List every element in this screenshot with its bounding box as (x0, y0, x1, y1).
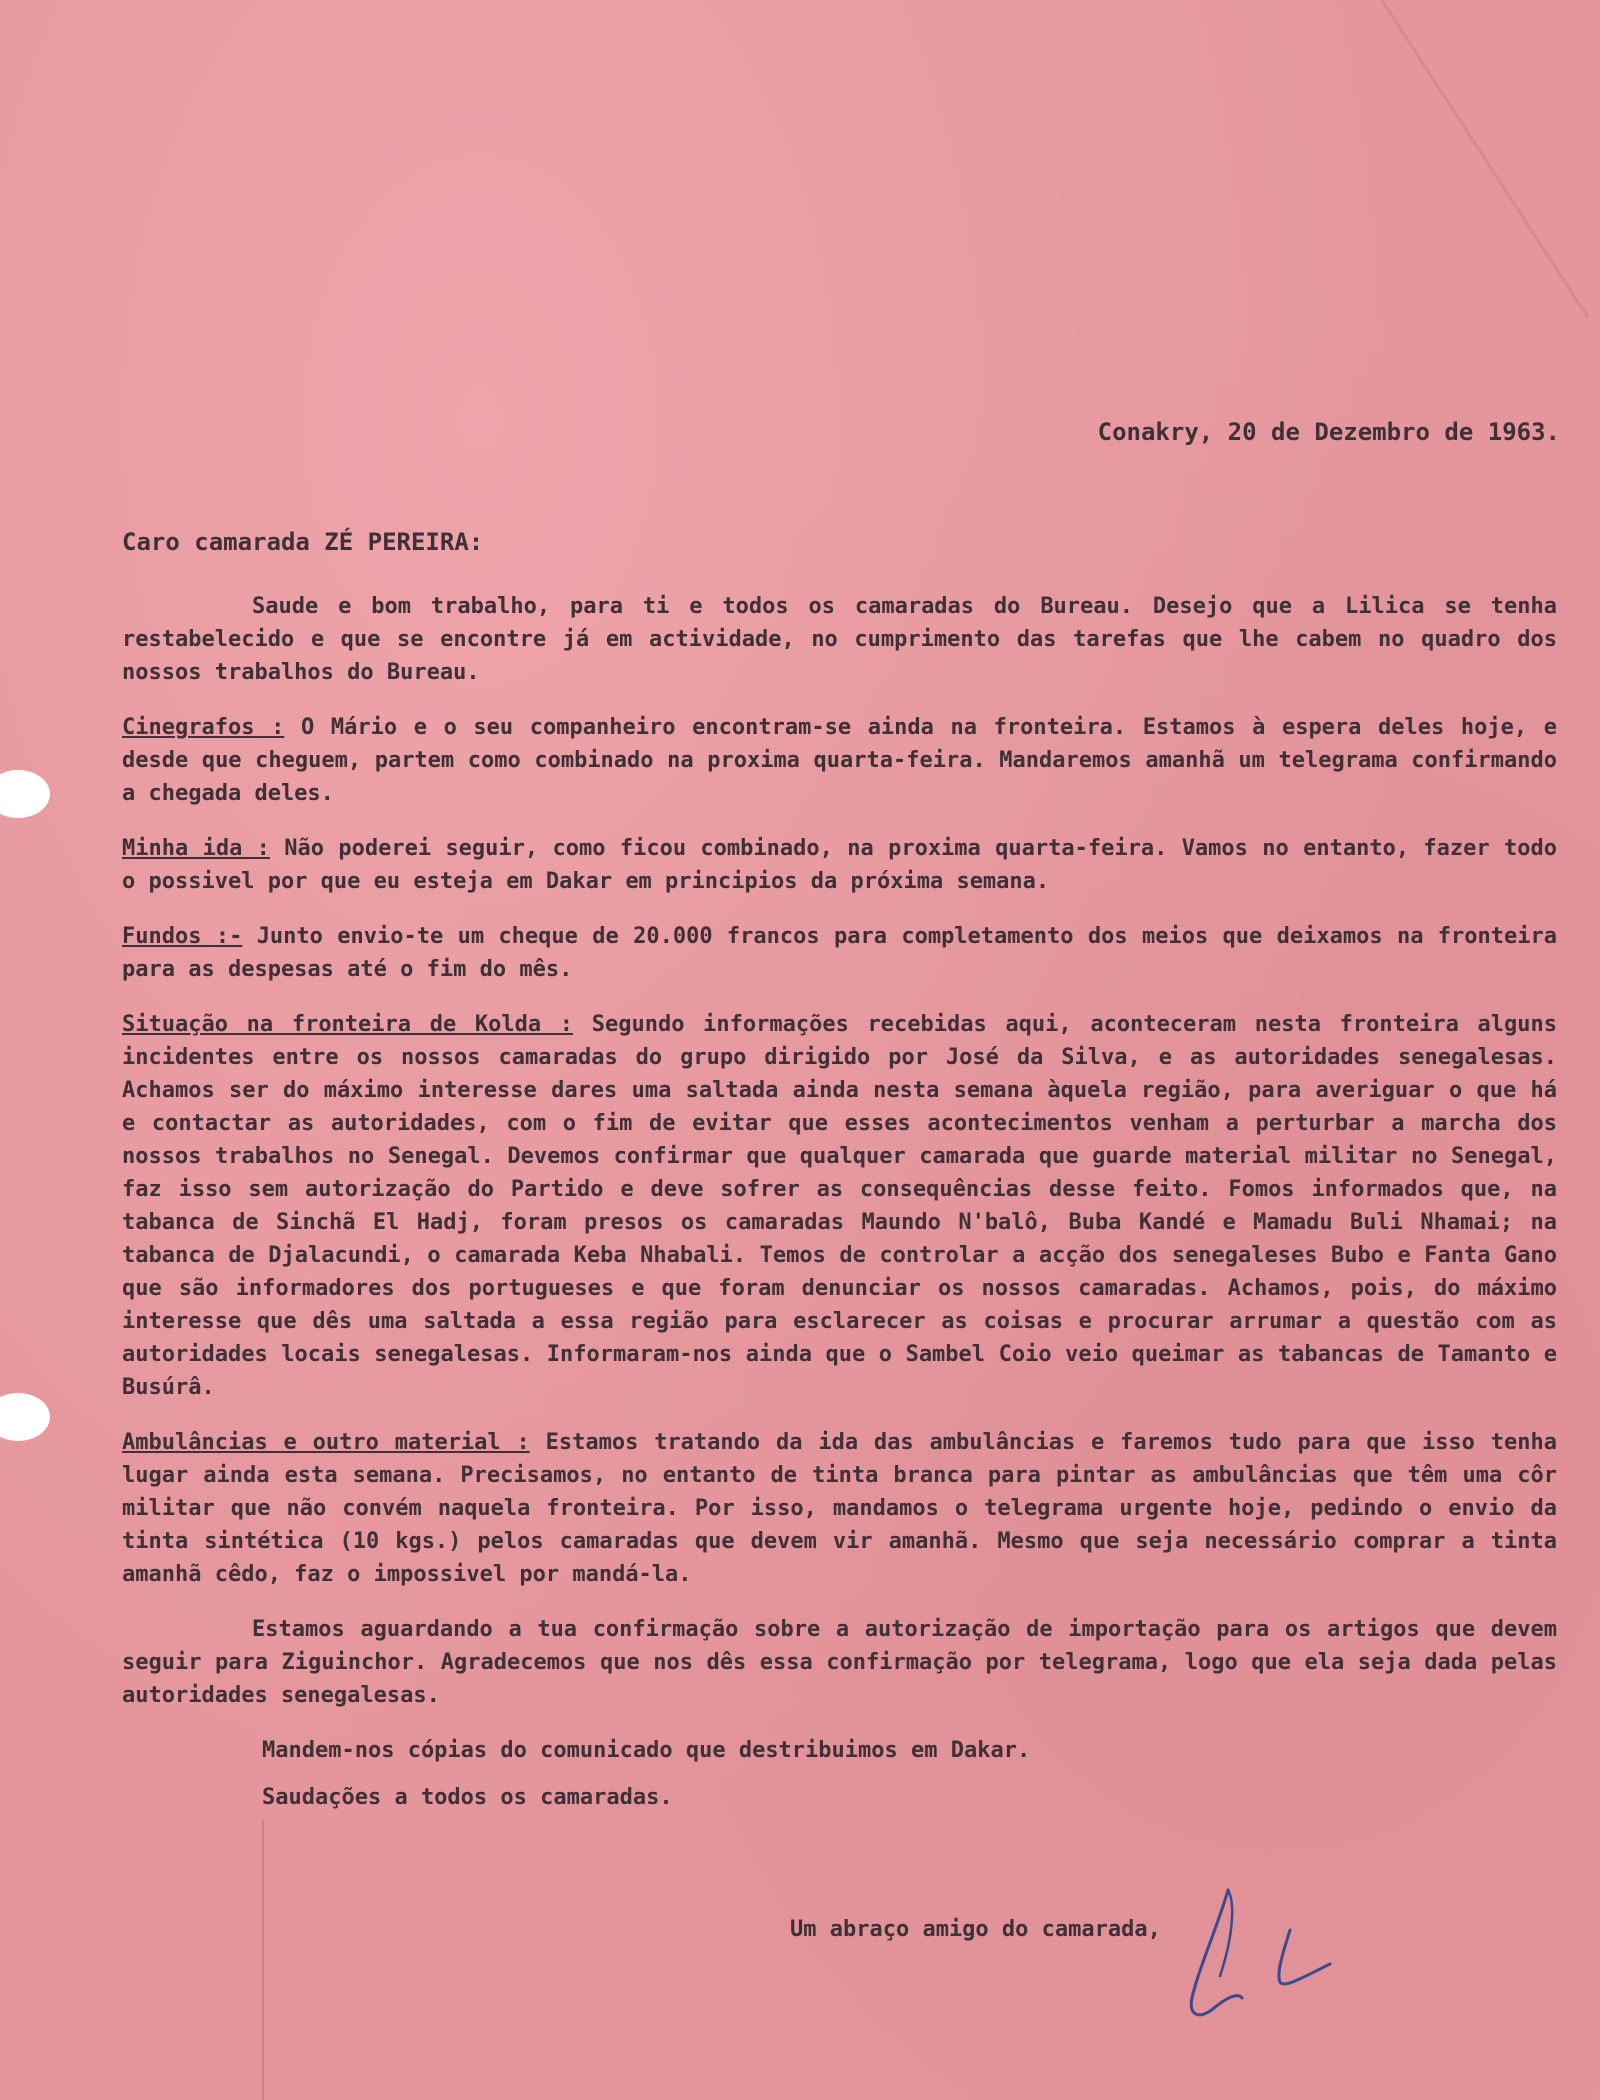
import-paragraph: Estamos aguardando a tua confirmação sobre a autorização de importação para os artigos que devem seguir para Ziguinchor. Agradecemos que nos dês essa confirmação por telegrama, logo que ela seja dada pelas autoridades senegalesas. (122, 1617, 1557, 1708)
punch-hole-bottom (0, 1393, 50, 1441)
opening-paragraph: Saude e bom trabalho, para ti e todos os camaradas do Bureau. Desejo que a Lilica se tenha restabelecido e que se encontre já em actividade, no cumprimento das tarefas que lhe cabem no quadro dos nossos trabalhos do Bureau. (122, 594, 1557, 685)
section-text: Junto envio-te um cheque de 20.000 francos para completamento dos meios que deixamos na fronteira para as despesas até o fim do mês. (122, 924, 1557, 982)
section-text: Estamos tratando da ida das ambulâncias e faremos tudo para que isso tenha lugar ainda esta semana. Precisamos, no entanto de tinta branca para pintar as ambulâncias que têm uma côr militar que não convém naquela fronteira. Por isso, mandamos o telegrama urgente hoje, pedindo o envio da tinta sintética (10 kgs.) pelos camaradas que devem vir amanhã. Mesmo que seja necessário comprar a tinta amanhã cêdo, faz o impossivel por mandá-la. (122, 1430, 1557, 1587)
section-text: Segundo informações recebidas aqui, aconteceram nesta fronteira alguns incidentes entre os nossos camaradas do grupo dirigido por José da Silva, e as autoridades senegalesas. Achamos ser do máximo interesse dares uma saltada ainda nesta semana àquela região, para averiguar o que há e contactar as autoridades, com o fim de evitar que esses acontecimentos venham a perturbar a marcha dos nossos trabalhos no Senegal. Devemos confirmar que qualquer camarada que guarde material militar no Senegal, faz isso sem autorização do Partido e deve sofrer as consequências desse feito. Fomos informados que, na tabanca de Sinchã El Hadj, foram presos os camaradas Maundo N'balô, Buba Kandé e Mamadu Buli Nhamai; na tabanca de Djalacundi, o camarada Keba Nhabali. Temos de controlar a acção dos senegaleses Bubo e Fanta Gano que são informadores dos portugueses e que foram denunciar os nossos camaradas. Achamos, pois, do máximo interesse que dês uma saltada a essa região para esclarecer as coisas e procurar arrumar a questão com as autoridades locais senegalesas. Informaram-nos ainda que o Sambel Coio veio queimar as tabancas de Tamanto e Busúrâ. (122, 1012, 1557, 1400)
section-text: Não poderei seguir, como ficou combinado, na proxima quarta-feira. Vamos no entanto, fazer todo o possivel por que eu esteja em Dakar em principios da próxima semana. (122, 836, 1557, 894)
margin-line (262, 1820, 264, 2100)
section-heading: Situação na fronteira de Kolda : (122, 1012, 574, 1037)
section-heading: Minha ida : (122, 836, 270, 861)
section-heading: Fundos :- (122, 924, 243, 949)
request-copies-line: Mandem-nos cópias do comunicado que destribuimos em Dakar. (262, 1738, 1031, 1763)
section-text: O Mário e o seu companheiro encontram-se ainda na fronteira. Estamos à espera deles hoje, e desde que cheguem, partem como combinado na proxima quarta-feira. Mandaremos amanhã um telegrama confirmando a chegada deles. (122, 715, 1557, 806)
section-cinegrafos (122, 711, 1557, 810)
section-heading: Ambulâncias e outro material : (122, 1430, 530, 1455)
paper-fold-line (1380, 0, 1589, 319)
salutation: Caro camarada ZÉ PEREIRA: (122, 528, 484, 556)
letter-body (122, 590, 1557, 1828)
section-fundos (122, 920, 1557, 986)
section-minha-ida (122, 832, 1557, 898)
section-heading: Cinegrafos : (122, 715, 285, 740)
handwritten-signature (1180, 1880, 1400, 2030)
greetings-line: Saudações a todos os camaradas. (262, 1785, 673, 1810)
section-ambulancias (122, 1426, 1557, 1591)
section-situacao-fronteira (122, 1008, 1557, 1404)
punch-hole-top (0, 770, 50, 818)
farewell-line: Um abraço amigo do camarada, (790, 1917, 1161, 1942)
date-line: Conakry, 20 de Dezembro de 1963. (1097, 418, 1560, 446)
